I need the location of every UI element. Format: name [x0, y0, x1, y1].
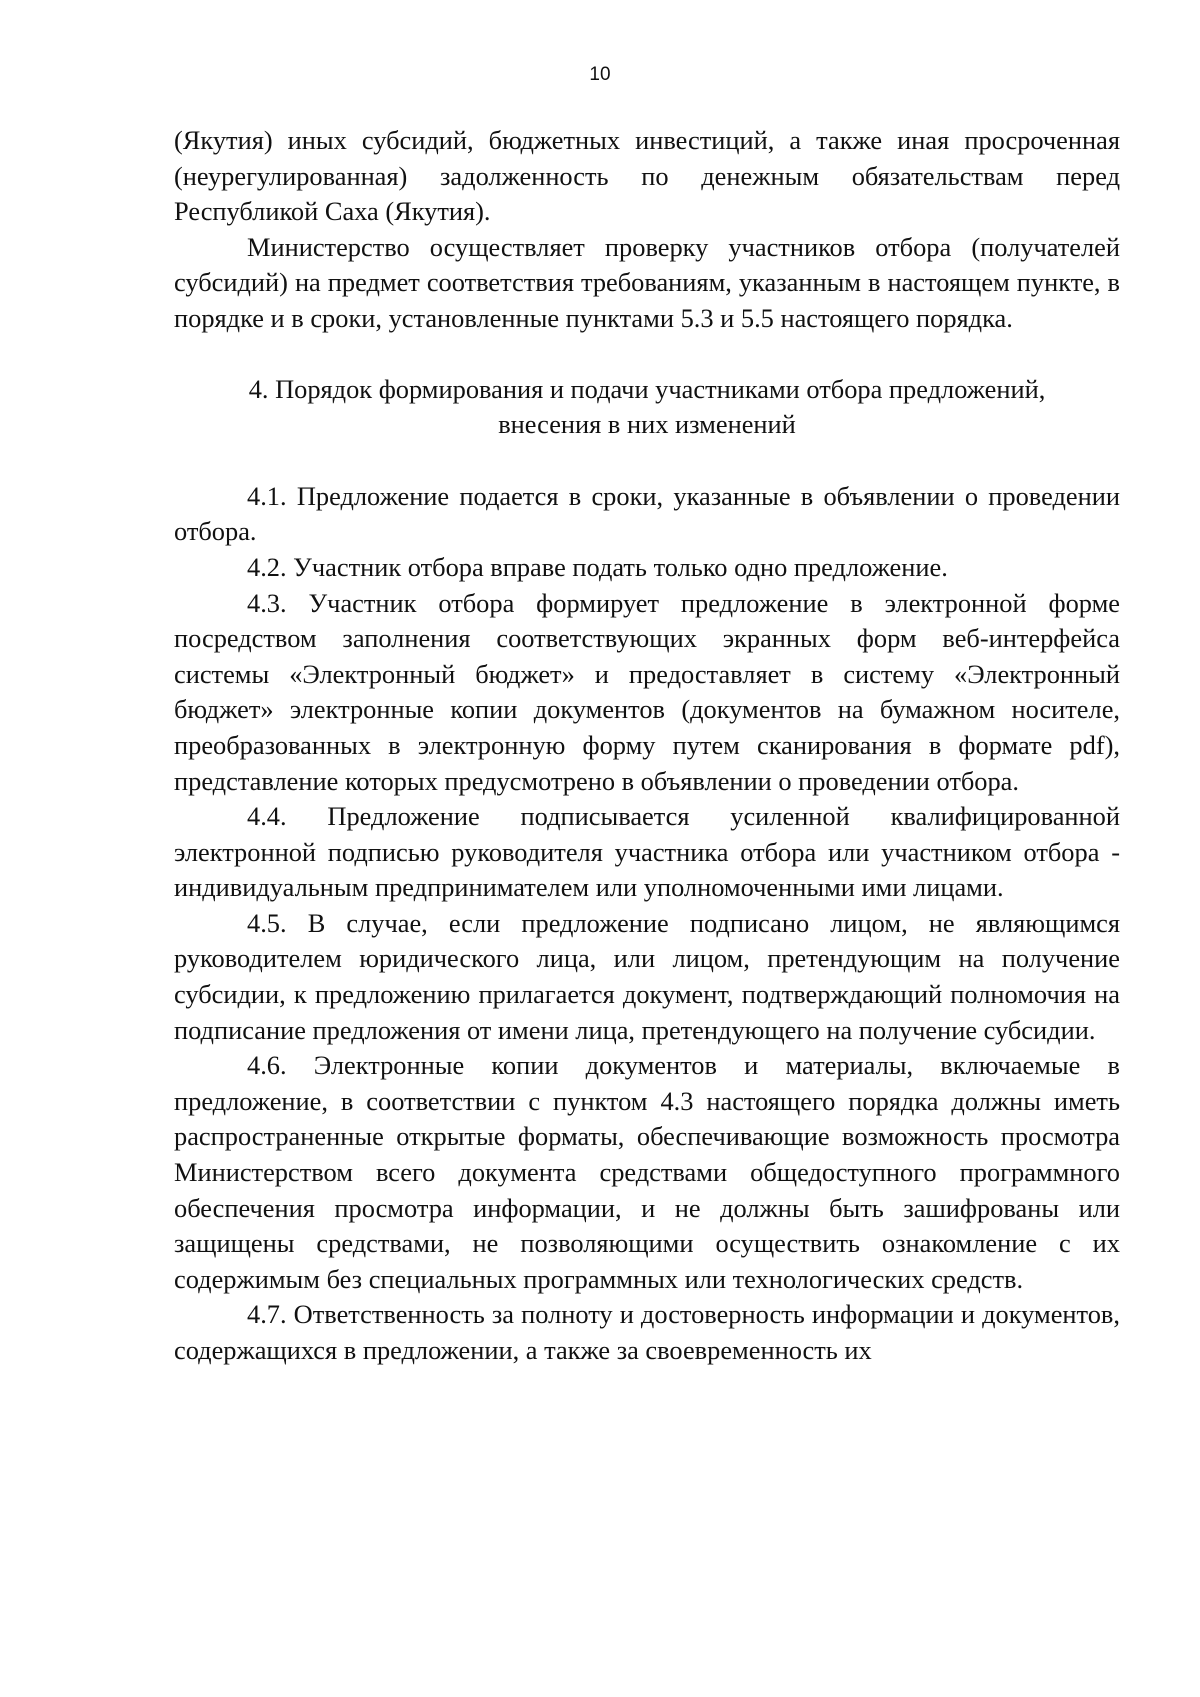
clause-4-5: 4.5. В случае, если предложение подписано лицом, не являющимся руководителем юридического лица, или лицом, претендующим на получение субсидии, к предложению прилагается документ, подтверждающий полномочия на подписание предложения от имени лица, претендующего на получение субсидии. [174, 907, 1120, 1045]
paragraph-ministry-check: Министерство осуществляет проверку участников отбора (получателей субсидий) на предмет соответствия требованиям, указанным в настоящем пункте, в порядке и в сроки, установленные пунктами 5.3 и 5.5 настоящего порядка. [174, 231, 1120, 333]
section-heading [174, 372, 1120, 443]
section-heading-line2: внесения в них изменений [498, 409, 796, 440]
clause-4-1: 4.1. Предложение подается в сроки, указанные в объявлении о проведении отбора. [174, 480, 1120, 547]
section-heading-line1: 4. Порядок формирования и подачи участниками отбора предложений, [248, 373, 1046, 404]
page-number: 10 [589, 64, 611, 85]
clause-4-2: 4.2. Участник отбора вправе подать только одно предложение. [247, 551, 948, 582]
clause-4-7: 4.7. Ответственность за полноту и достоверность информации и документов, содержащихся в предложении, а также за своевременность их [174, 1299, 1120, 1365]
clause-4-4: 4.4. Предложение подписывается усиленной квалифицированной электронной подписью руководителя участника отбора или участником отбора - индивидуальным предпринимателем или уполномоченными ими лицами. [174, 801, 1120, 903]
clause-4-6: 4.6. Электронные копии документов и материалы, включаемые в предложение, в соответствии с пунктом 4.3 настоящего порядка должны иметь распространенные открытые форматы, обеспечивающие возможность просмотра Министерством всего документа средствами общедоступного программного обеспечения просмотра информации, и не должны быть зашифрованы или защищены средствами, не позволяющими осуществить ознакомление с их содержимым без специальных программных или технологических средств. [174, 1050, 1120, 1294]
clause-4-3: 4.3. Участник отбора формирует предложение в электронной форме посредством заполнения соответствующих экранных форм веб-интерфейса системы «Электронный бюджет» и предоставляет в систему «Электронный бюджет» электронные копии документов (документов на бумажном носителе, преобразованных в электронную форму путем сканирования в формате pdf), представление которых предусмотрено в объявлении о проведении отбора. [174, 587, 1120, 796]
paragraph-continuation: (Якутия) иных субсидий, бюджетных инвестиций, а также иная просроченная (неурегулированная) задолженность по денежным обязательствам перед Республикой Саха (Якутия). [174, 125, 1120, 227]
document-body [174, 123, 1120, 1369]
